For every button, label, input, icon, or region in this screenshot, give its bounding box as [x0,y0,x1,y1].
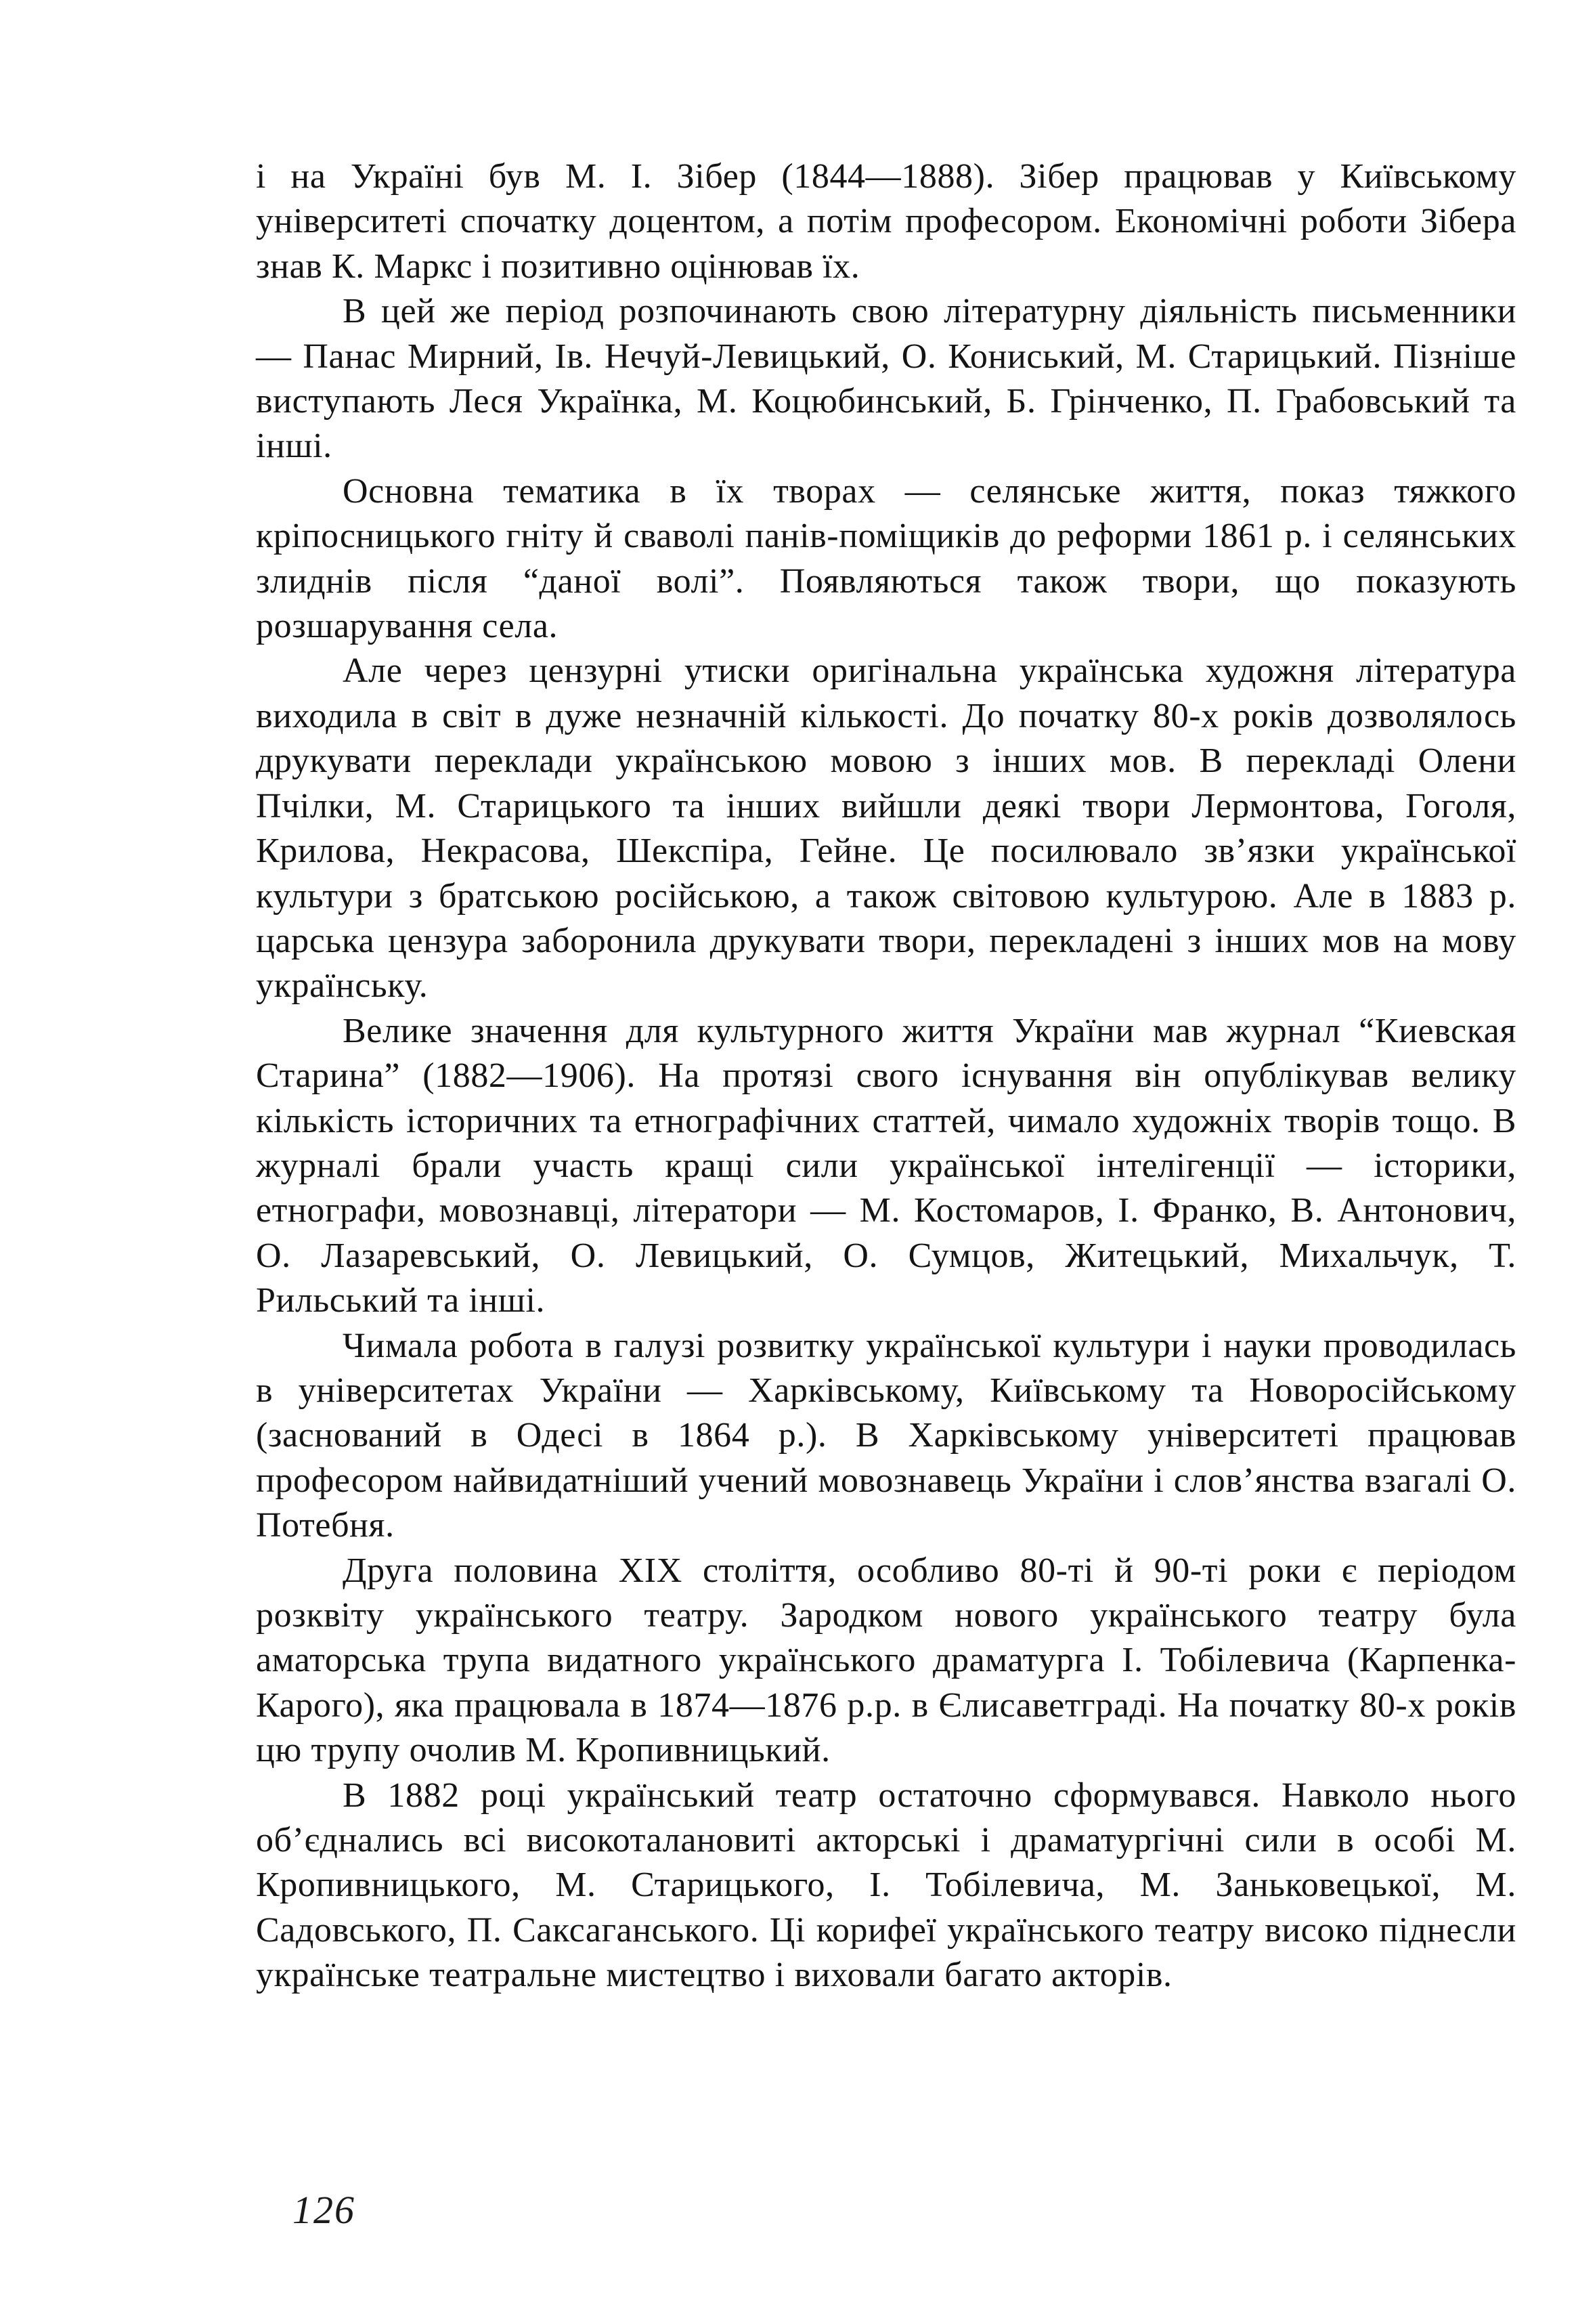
body-text [256,154,1516,1998]
paragraph-theatre-origins: Друга половина XIX століття, особливо 80-ті й 90-ті роки є періодом розквіту українського театру. Зародком нового українського театру була аматорська трупа видатного українського драматурга І. Тобілевича (Карпенка-Карого), яка працювала в 1874—1876 р.р. в Єлисаветграді. На початку 80-х років цю трупу очолив М. Кропивницький. [256,1551,1516,1770]
page-number: 126 [292,2188,355,2232]
paragraph-censorship: Але через цензурні утиски оригінальна українська художня література виходила в світ в дуже незначній кількості. До початку 80-х років дозволялось друкувати переклади українською мовою з інших мов. В перекладі Олени Пчілки, М. Старицького та інших вийшли деякі твори Лермонтова, Гоголя, Крилова, Некрасова, Шекспіра, Гейне. Це посилювало зв’язки української культури з братською російською, а також світовою культурою. Але в 1883 р. царська цензура заборонила друкувати твори, перекладені з інших мов на мову українську. [256,651,1516,1006]
paragraph-themes: Основна тематика в їх творах — селянське життя, показ тяжкого кріпосницького гніту й сваволі панів-поміщиків до реформи 1861 р. і селянських злиднів після “даної волі”. Появляються також твори, що показують розшарування села. [256,471,1516,646]
paragraph-theatre-formed: В 1882 році український театр остаточно сформувався. Навколо нього об’єднались всі високоталановиті акторські і драматургічні сили в особі М. Кропивницького, М. Старицького, І. Тобілевича, М. Заньковецької, М. Садовського, П. Саксаганського. Ці корифеї українського театру високо піднесли українське театральне мистецтво і виховали багато акторів. [256,1776,1516,1995]
paragraph-journal: Велике значення для культурного життя України мав журнал “Киевская Старина” (1882—1906). На протязі свого існування він опублікував велику кількість історичних та етнографічних статтей, чимало художніх творів тощо. В журналі брали участь кращі сили української інтелігенції — історики, етнографи, мовознавці, літератори — М. Костомаров, І. Франко, В. Антонович, О. Лазаревський, О. Левицький, О. Сумцов, Житецький, Михальчук, Т. Рильський та інші. [256,1011,1516,1320]
paragraph-continuation: і на Україні був М. І. Зібер (1844—1888). Зібер працював у Київському університеті спочатку доцентом, а потім професором. Економічні роботи Зібера знав К. Маркс і позитивно оцінював їх. [256,157,1516,286]
paragraph-universities: Чимала робота в галузі розвитку української культури і науки проводилась в університетах України — Харківському, Київському та Новоросійському (заснований в Одесі в 1864 р.). В Харківському університеті працював професором найвидатніший учений мовознавець України і слов’янства взагалі О. Потебня. [256,1326,1516,1545]
paragraph-writers: В цей же період розпочинають свою літературну діяльність письменники — Панас Мирний, Ів. Нечуй-Левицький, О. Кониський, М. Старицький. Пізніше виступають Леся Українка, М. Коцюбинський, Б. Грінченко, П. Грабовський та інші. [256,292,1516,466]
